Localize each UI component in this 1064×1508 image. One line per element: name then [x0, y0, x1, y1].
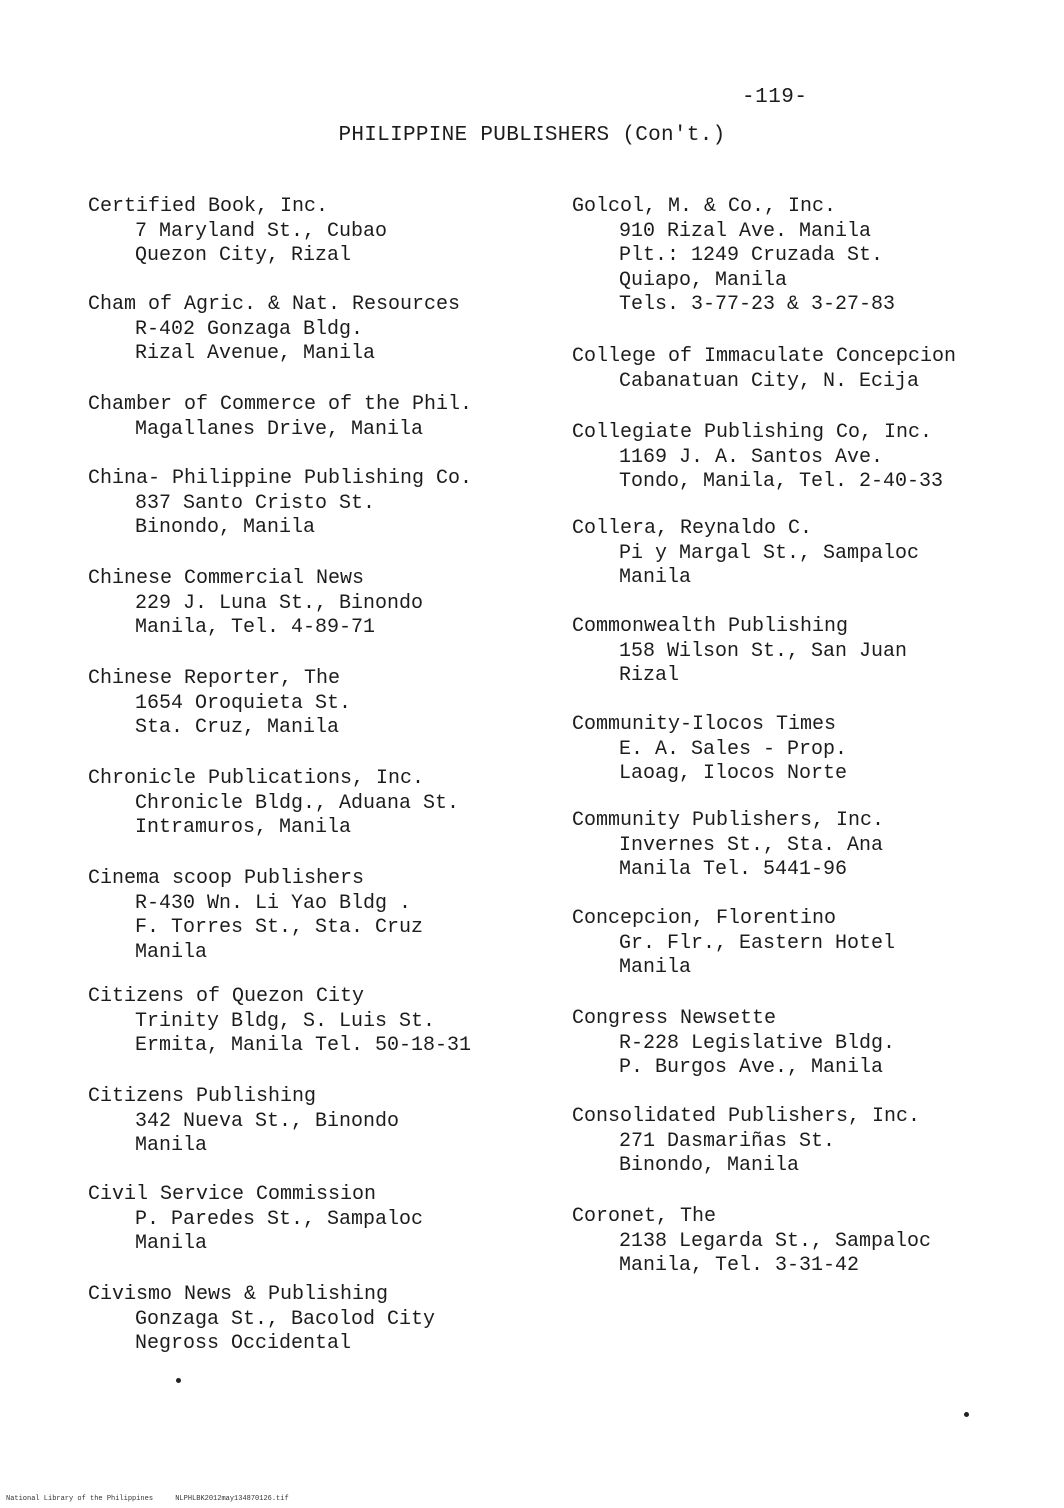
publisher-name: Community Publishers, Inc. [572, 809, 885, 832]
publisher-entry [88, 867, 568, 965]
publisher-address-line: Cabanatuan City, N. Ecija [619, 369, 920, 393]
publisher-entry [88, 567, 568, 641]
publisher-name: Golcol, M. & Co., Inc. [572, 195, 837, 218]
publisher-name: Coronet, The [572, 1205, 717, 1228]
publisher-entry [88, 195, 568, 269]
publisher-name: Collera, Reynaldo C. [572, 517, 813, 540]
publisher-address-line: Ermita, Manila Tel. 50-18-31 [135, 1034, 472, 1057]
publisher-address-line: Pi y Margal St., Sampaloc [619, 541, 920, 565]
publisher-address-line: Quiapo, Manila [619, 268, 788, 292]
scan-footer [6, 1495, 307, 1503]
publisher-name: Cham of Agric. & Nat. Resources [88, 293, 461, 316]
page-title: PHILIPPINE PUBLISHERS (Con't.) [338, 124, 726, 147]
publisher-name: Civil Service Commission [88, 1183, 377, 1206]
publisher-entry [572, 1205, 1052, 1279]
footer-library: National Library of the Philippines [6, 1495, 154, 1503]
publisher-address-line: 1654 Oroquieta St. [135, 691, 352, 715]
publisher-name: Certified Book, Inc. [88, 195, 329, 218]
publisher-address-line: 837 Santo Cristo St. [135, 491, 376, 515]
publisher-address-line: Manila, Tel. 4-89-71 [135, 616, 376, 639]
publisher-address-line: Manila [619, 956, 692, 979]
publisher-address-line: Binondo, Manila [135, 516, 316, 539]
publisher-entry [88, 667, 568, 741]
publisher-address-line: Manila Tel. 5441-96 [619, 858, 848, 881]
publisher-address-line: Tondo, Manila, Tel. 2-40-33 [619, 470, 944, 493]
publisher-entry [572, 713, 1052, 787]
publisher-name: Civismo News & Publishing [88, 1283, 389, 1306]
publisher-entry [88, 767, 568, 841]
publisher-address-line: P. Burgos Ave., Manila [619, 1056, 884, 1079]
publisher-address-line: 342 Nueva St., Binondo [135, 1109, 400, 1133]
publisher-entry [572, 517, 1052, 591]
publisher-entry [88, 393, 568, 442]
footer-file: NLPHLBK2012may134870126.tif [175, 1495, 289, 1503]
ink-speck [176, 1378, 181, 1383]
publisher-address-line: Chronicle Bldg., Aduana St. [135, 791, 460, 815]
publisher-address-line: Gr. Flr., Eastern Hotel [619, 931, 896, 955]
publisher-address-line: Laoag, Ilocos Norte [619, 762, 848, 785]
publisher-name: Commonwealth Publishing [572, 615, 849, 638]
publisher-entry [572, 195, 1052, 318]
publisher-address-line: R-228 Legislative Bldg. [619, 1031, 896, 1055]
publisher-address-line: Quezon City, Rizal [135, 244, 352, 267]
publisher-address-line: Negross Occidental [135, 1332, 352, 1355]
publisher-address-line: Invernes St., Sta. Ana [619, 833, 884, 857]
publisher-address-line: E. A. Sales - Prop. [619, 737, 848, 761]
publisher-address-line: 7 Maryland St., Cubao [135, 219, 388, 243]
ink-speck [964, 1412, 969, 1417]
publisher-address-line: R-402 Gonzaga Bldg. [135, 317, 364, 341]
publisher-entry [572, 1007, 1052, 1081]
page-number: -119- [742, 86, 808, 109]
publisher-name: Citizens of Quezon City [88, 985, 365, 1008]
publisher-name: Chronicle Publications, Inc. [88, 767, 425, 790]
publisher-entry [572, 809, 1052, 883]
publisher-name: Collegiate Publishing Co, Inc. [572, 421, 933, 444]
publisher-name: Cinema scoop Publishers [88, 867, 365, 890]
publisher-entry [88, 1183, 568, 1257]
publisher-name: Congress Newsette [572, 1007, 777, 1030]
publisher-address-line: Rizal [619, 664, 680, 687]
publisher-address-line: 229 J. Luna St., Binondo [135, 591, 424, 615]
publisher-address-line: P. Paredes St., Sampaloc [135, 1207, 424, 1231]
publisher-address-line: 158 Wilson St., San Juan [619, 639, 908, 663]
publisher-entry [572, 421, 1052, 495]
publisher-name: Citizens Publishing [88, 1085, 317, 1108]
publisher-name: China- Philippine Publishing Co. [88, 467, 473, 490]
publisher-name: Chamber of Commerce of the Phil. [88, 393, 473, 416]
publisher-address-line: Binondo, Manila [619, 1154, 800, 1177]
publisher-entry [88, 1283, 568, 1357]
publisher-name: College of Immaculate Concepcion [572, 345, 957, 368]
publisher-entry [88, 293, 568, 367]
publisher-address-line: 271 Dasmariñas St. [619, 1129, 836, 1153]
publisher-entry [88, 985, 568, 1059]
publisher-entry [88, 467, 568, 541]
publisher-name: Community-Ilocos Times [572, 713, 837, 736]
publisher-name: Chinese Reporter, The [88, 667, 341, 690]
publisher-address-line: 1169 J. A. Santos Ave. [619, 445, 884, 469]
publisher-address-line: Rizal Avenue, Manila [135, 342, 376, 365]
publisher-entry [572, 1105, 1052, 1179]
publisher-address-line: 2138 Legarda St., Sampaloc [619, 1229, 932, 1253]
publisher-address-line: Manila [135, 940, 208, 964]
publisher-address-line: Gonzaga St., Bacolod City [135, 1307, 436, 1331]
publisher-name: Chinese Commercial News [88, 567, 365, 590]
publisher-entry [572, 345, 1052, 394]
publisher-address-line: Manila [135, 1134, 208, 1157]
publisher-address-line: Manila [135, 1232, 208, 1255]
publisher-address-line: R-430 Wn. Li Yao Bldg . [135, 891, 412, 915]
publisher-address-line: F. Torres St., Sta. Cruz [135, 916, 424, 939]
publisher-address-line: Magallanes Drive, Manila [135, 417, 424, 441]
publisher-entry [572, 907, 1052, 981]
publisher-name: Concepcion, Florentino [572, 907, 837, 930]
publisher-address-line: 910 Rizal Ave. Manila [619, 219, 872, 243]
publisher-name: Consolidated Publishers, Inc. [572, 1105, 921, 1128]
publisher-entry [88, 1085, 568, 1159]
publisher-address-line: Manila [619, 566, 692, 589]
publisher-address-line: Intramuros, Manila [135, 816, 352, 839]
publisher-address-line: Manila, Tel. 3-31-42 [619, 1254, 860, 1277]
publisher-address-line: Sta. Cruz, Manila [135, 716, 340, 739]
publisher-address-line: Tels. 3-77-23 & 3-27-83 [619, 293, 896, 316]
publisher-address-line: Plt.: 1249 Cruzada St. [619, 244, 884, 267]
publisher-entry [572, 615, 1052, 689]
publisher-address-line: Trinity Bldg, S. Luis St. [135, 1009, 436, 1033]
